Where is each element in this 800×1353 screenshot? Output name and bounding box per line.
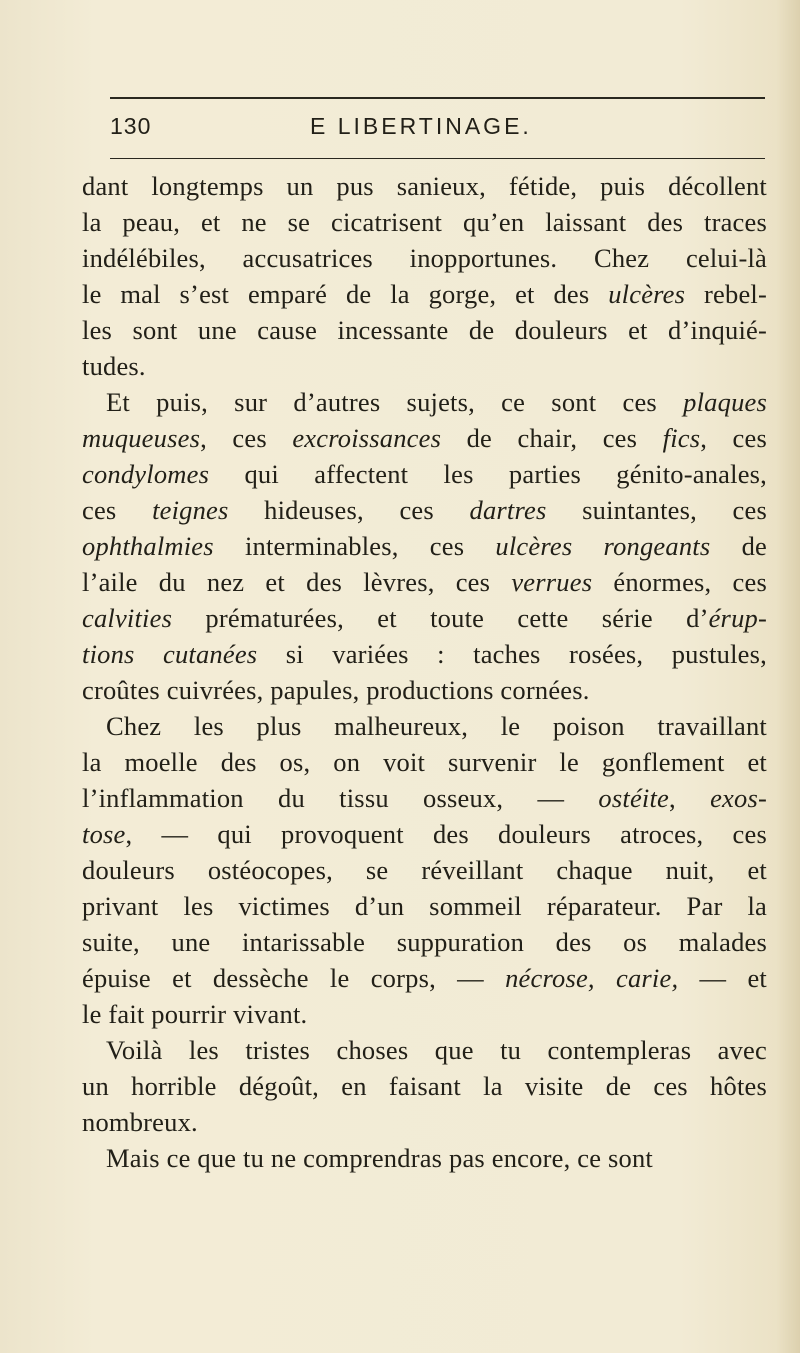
italic-term: fics (662, 423, 701, 453)
text-line (82, 600, 767, 636)
text-run: épuise et dessèche le corps, — (82, 963, 506, 993)
text-line (82, 888, 767, 924)
italic-term: excroissances (292, 423, 442, 453)
running-title: E LIBERTINAGE. (310, 113, 532, 139)
text-line (82, 276, 767, 312)
text-run: la peau, et ne se cicatrisent qu’en laissant des traces (82, 207, 767, 237)
text-line (82, 204, 767, 240)
text-line (82, 708, 767, 744)
text-run: Et puis, sur d’autres sujets, ce sont ces (106, 387, 684, 417)
text-run: un horrible dégoût, en faisant la visite de ces hôtes (82, 1071, 767, 1101)
text-run: de chair, ces (441, 423, 663, 453)
italic-term: exos- (710, 783, 768, 813)
text-run: l’aile du nez et des lèvres, ces (82, 567, 512, 597)
text-line (82, 780, 767, 816)
text-run: les sont une cause incessante de douleurs et d’inquié- (82, 315, 767, 345)
text-line (82, 960, 767, 996)
text-line (82, 672, 767, 708)
text-run: suite, une intarissable suppuration des os malades (82, 927, 767, 957)
text-line (82, 1104, 767, 1140)
italic-term: calvities (82, 603, 173, 633)
text-run: Mais ce que tu ne comprendras pas encore, ce sont (106, 1143, 653, 1173)
italic-term: ophthalmies (82, 531, 214, 561)
italic-term: teignes (152, 495, 229, 525)
italic-term: tose (82, 819, 126, 849)
text-line (82, 492, 767, 528)
text-run: le fait pourrir vivant. (82, 999, 308, 1029)
text-run: Voilà les tristes choses que tu contempleras avec (106, 1035, 767, 1065)
text-run: , ces (700, 423, 767, 453)
text-line (82, 852, 767, 888)
italic-term: ostéite (598, 783, 669, 813)
text-run: hideuses, ces (228, 495, 470, 525)
italic-term: muqueuses (82, 423, 201, 453)
italic-term: ulcères rongeants (495, 531, 711, 561)
text-run: le mal s’est emparé de la gorge, et des (82, 279, 609, 309)
text-run: rebel- (685, 279, 767, 309)
text-line (82, 816, 767, 852)
header-rule-bottom (110, 158, 765, 159)
italic-term: érup- (708, 603, 767, 633)
text-run: suintantes, ces (546, 495, 767, 525)
italic-term: tions cutanées (82, 639, 258, 669)
italic-term: verrues (511, 567, 593, 597)
text-line (82, 384, 767, 420)
page-header (110, 113, 765, 143)
text-run: indélébiles, accusatrices inopportunes. Chez celui-là (82, 243, 767, 273)
italic-term: nécrose, carie, (505, 963, 679, 993)
text-line (82, 456, 767, 492)
text-line (82, 1068, 767, 1104)
page-number: 130 (110, 113, 152, 139)
text-line (82, 1032, 767, 1068)
text-run: Chez les plus malheureux, le poison travaillant (106, 711, 767, 741)
text-run: croûtes cuivrées, papules, productions cornées. (82, 675, 590, 705)
text-run: prématurées, et toute cette série d’ (172, 603, 709, 633)
italic-term: condylomes (82, 459, 210, 489)
body-text (82, 168, 767, 1176)
text-line (82, 168, 767, 204)
italic-term: dartres (469, 495, 547, 525)
text-run: énormes, ces (592, 567, 767, 597)
text-run: de (710, 531, 767, 561)
header-rule-top (110, 97, 765, 99)
italic-term: ulcères (608, 279, 686, 309)
text-line (82, 348, 767, 384)
text-run: douleurs ostéocopes, se réveillant chaque nuit, et (82, 855, 767, 885)
text-run: l’inflammation du tissu osseux, — (82, 783, 599, 813)
text-line (82, 924, 767, 960)
text-line (82, 312, 767, 348)
text-line (82, 240, 767, 276)
text-run: la moelle des os, on voit survenir le gonflement et (82, 747, 767, 777)
text-run: , ces (200, 423, 293, 453)
italic-term: plaques (683, 387, 767, 417)
text-line (82, 744, 767, 780)
text-run: ces (82, 495, 153, 525)
text-run: , — qui provoquent des douleurs atroces, ces (125, 819, 767, 849)
text-run: si variées : taches rosées, pustules, (257, 639, 767, 669)
text-run: tudes. (82, 351, 146, 381)
text-line (82, 636, 767, 672)
text-run: dant longtemps un pus sanieux, fétide, puis décollent (82, 171, 767, 201)
text-line (82, 1140, 767, 1176)
text-run: interminables, ces (213, 531, 496, 561)
text-line (82, 996, 767, 1032)
text-run: privant les victimes d’un sommeil réparateur. Par la (82, 891, 767, 921)
text-line (82, 564, 767, 600)
text-line (82, 420, 767, 456)
text-run: — et (678, 963, 767, 993)
text-run: nombreux. (82, 1107, 198, 1137)
text-run: qui affectent les parties génito-anales, (209, 459, 767, 489)
text-line (82, 528, 767, 564)
text-run: , (669, 783, 711, 813)
